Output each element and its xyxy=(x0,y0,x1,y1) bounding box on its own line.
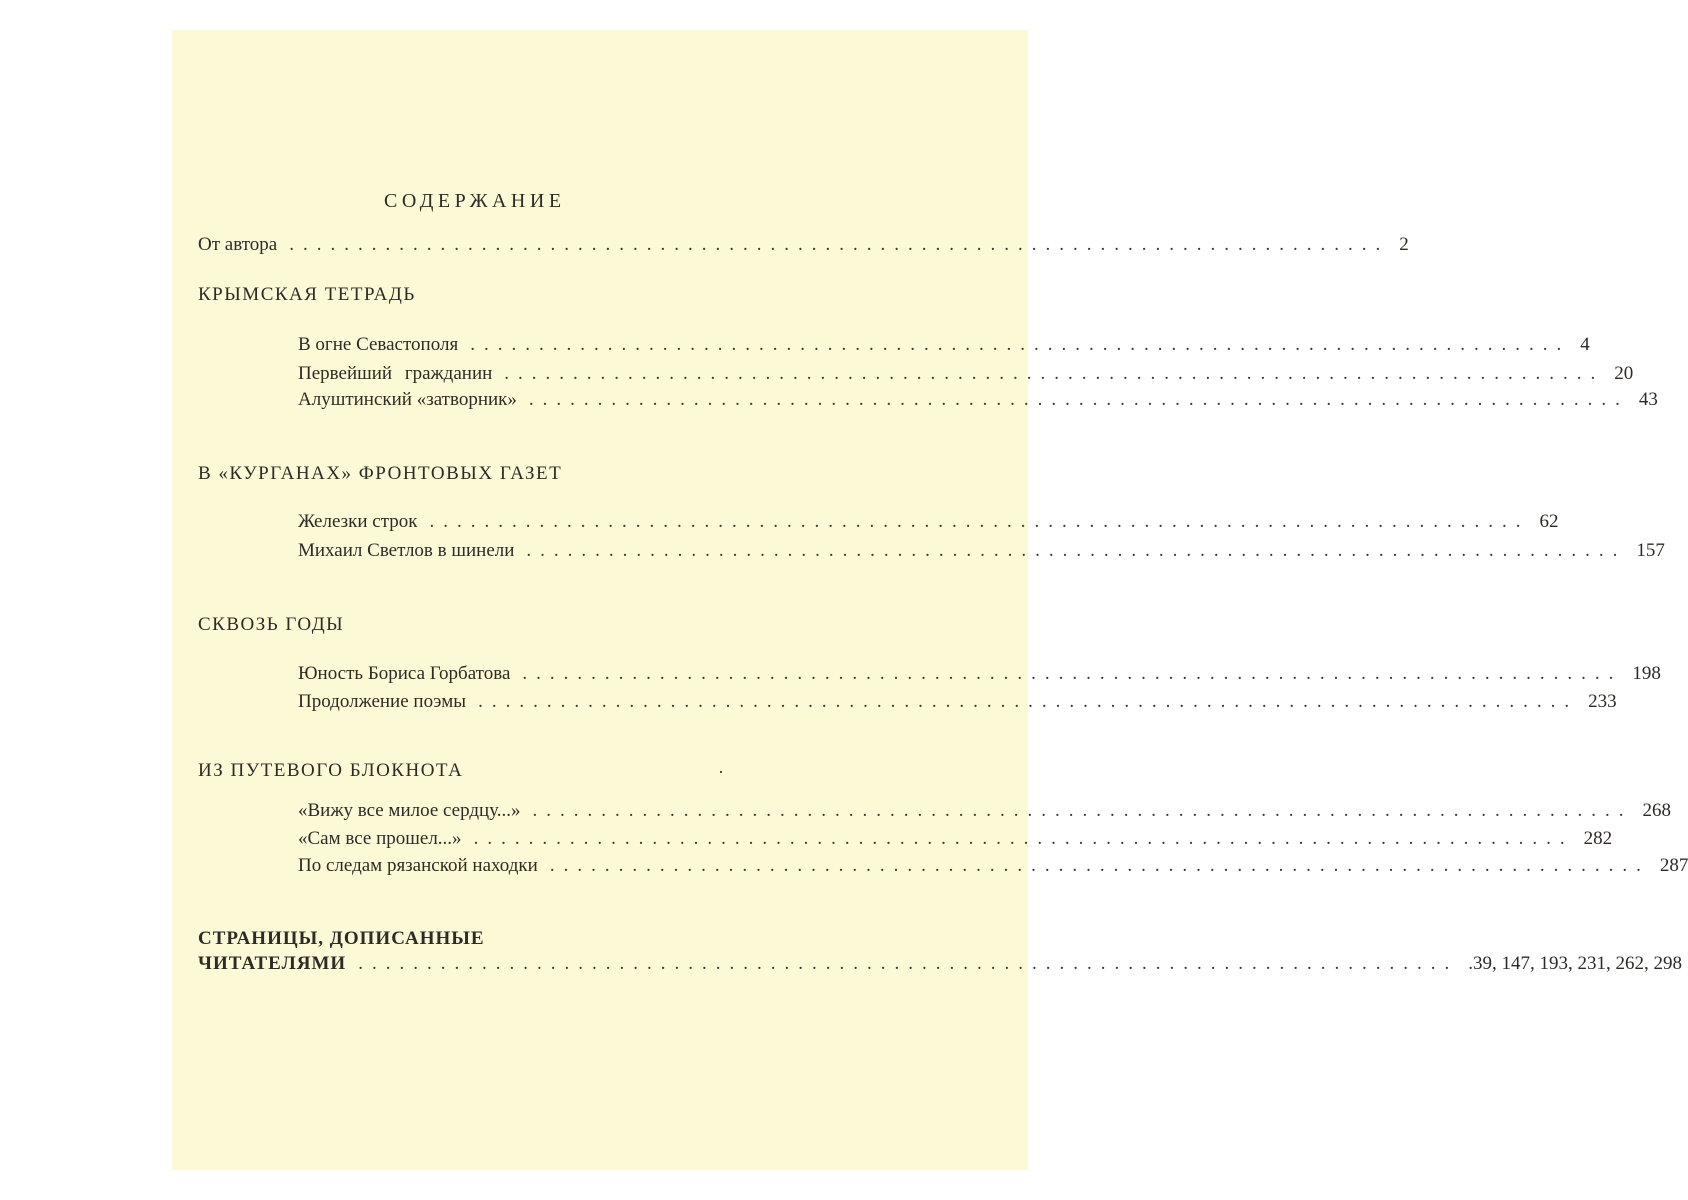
toc-entry-label: Алуштинский «затворник» xyxy=(298,389,517,410)
dot-leader: ................................................................................ xyxy=(358,953,1459,974)
toc-entry-page: 233 xyxy=(1588,691,1617,712)
final-entry-pages: .39, 147, 193, 231, 262, 298 xyxy=(1468,953,1682,974)
final-entry-title-line2: ЧИТАТЕЛЯМИ xyxy=(198,953,347,974)
toc-entry-page: 20 xyxy=(1614,363,1634,384)
toc-entry-page: 4 xyxy=(1580,334,1590,355)
dot-leader: ................................................................................ xyxy=(549,855,1650,876)
dot-leader: ................................................................................ xyxy=(289,234,1390,255)
toc-entry-page: 287 xyxy=(1659,855,1688,876)
toc-entry xyxy=(298,691,1617,719)
book-page xyxy=(172,30,1028,1170)
toc-entry xyxy=(298,511,1559,539)
toc-entry-page: 157 xyxy=(1636,540,1665,561)
toc-entry xyxy=(298,828,1613,856)
toc-entry xyxy=(298,540,1665,568)
toc-entry-page: 62 xyxy=(1539,511,1559,532)
toc-entry-label: В огне Севастополя xyxy=(298,334,459,355)
dot-leader: ................................................................................ xyxy=(470,334,1571,355)
stray-dot: · xyxy=(718,762,724,782)
toc-entry xyxy=(298,855,1688,883)
toc-entry-label: Юность Бориса Горбатова xyxy=(298,663,511,684)
toc-entry-label: Продолжение поэмы xyxy=(298,691,467,712)
section-title-front-newspapers: В «КУРГАНАХ» ФРОНТОВЫХ ГАЗЕТ xyxy=(198,463,563,484)
toc-entry-page: 2 xyxy=(1399,234,1409,255)
final-entry xyxy=(198,953,1682,981)
toc-entry xyxy=(298,389,1658,417)
final-entry-title-line1: СТРАНИЦЫ, ДОПИСАННЫЕ xyxy=(198,928,485,949)
toc-entry xyxy=(298,334,1590,362)
toc-entry-label: Первейший гражданин xyxy=(298,363,493,384)
toc-entry-page: 198 xyxy=(1632,663,1661,684)
toc-entry-label: «Вижу все милое сердцу...» xyxy=(298,800,521,821)
toc-entry xyxy=(298,363,1634,391)
dot-leader: ................................................................................ xyxy=(429,511,1530,532)
dot-leader: ................................................................................ xyxy=(528,389,1629,410)
dot-leader: ................................................................................ xyxy=(522,663,1623,684)
section-title-travel-notebook: ИЗ ПУТЕВОГО БЛОКНОТА xyxy=(198,760,464,781)
toc-entry xyxy=(298,800,1672,828)
toc-entry-page: 282 xyxy=(1583,828,1613,849)
toc-entry-label: Михаил Светлов в шинели xyxy=(298,540,515,561)
dot-leader: ................................................................................ xyxy=(504,363,1605,384)
toc-entry-label: По следам рязанской находки xyxy=(298,855,538,876)
toc-entry xyxy=(298,663,1661,691)
toc-entry-page: 268 xyxy=(1642,800,1672,821)
toc-entry-label: От автора xyxy=(198,234,278,255)
dot-leader: ................................................................................ xyxy=(478,691,1579,712)
dot-leader: ................................................................................ xyxy=(526,540,1627,561)
section-title-through-years: СКВОЗЬ ГОДЫ xyxy=(198,614,345,635)
dot-leader: ................................................................................ xyxy=(473,828,1574,849)
dot-leader: ................................................................................ xyxy=(532,800,1633,821)
toc-heading: СОДЕРЖАНИЕ xyxy=(384,190,566,212)
toc-entry-page: 43 xyxy=(1638,389,1658,410)
toc-entry-label: Железки строк xyxy=(298,511,418,532)
toc-entry-preface xyxy=(198,234,1409,262)
section-title-crimean-notebook: КРЫМСКАЯ ТЕТРАДЬ xyxy=(198,284,416,305)
toc-entry-label: «Сам все прошел...» xyxy=(298,828,462,849)
